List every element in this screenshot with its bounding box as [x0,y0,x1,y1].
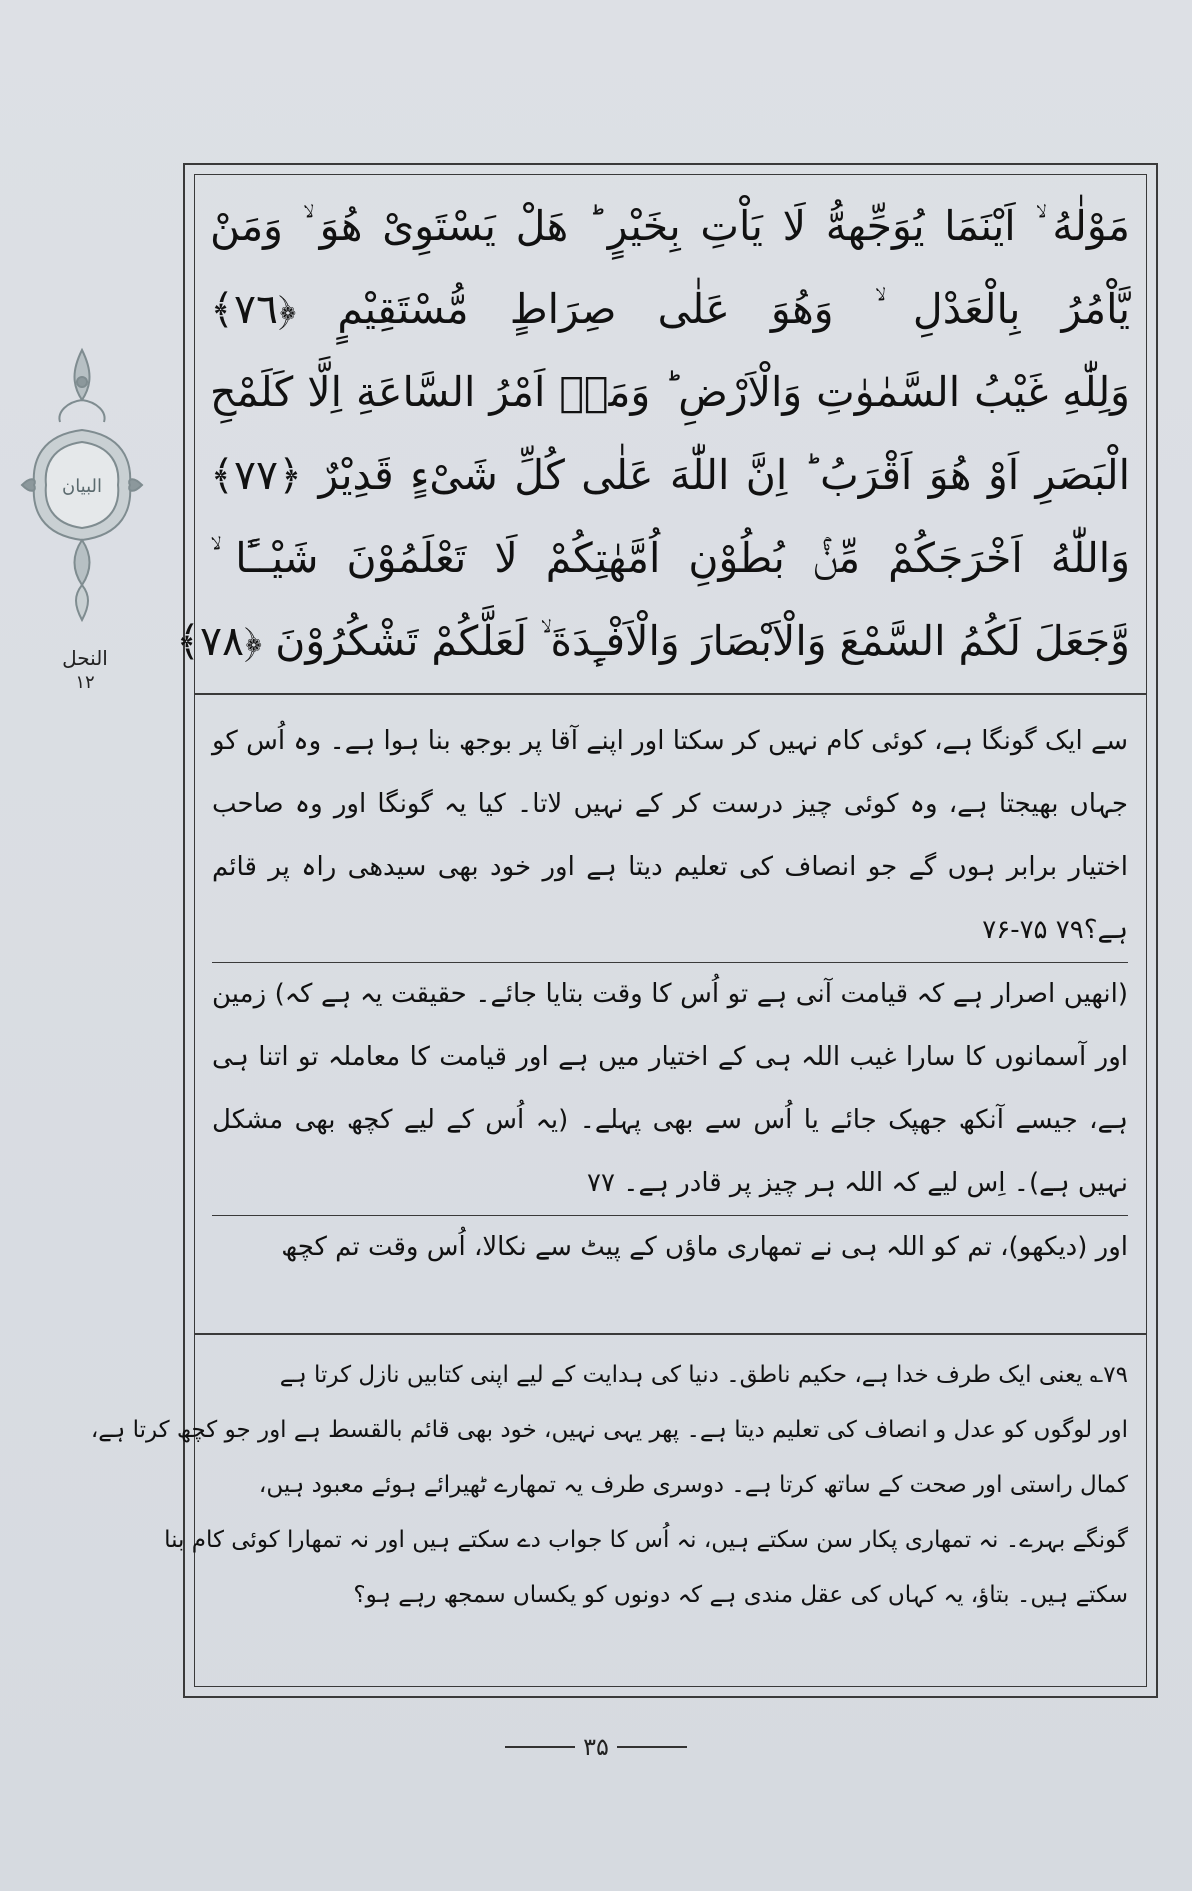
page-number [0,1732,1192,1761]
footnote-line: ۷۹؎ یعنی ایک طرف خدا ہے، حکیم ناطق۔ دنیا کی ہدایت کے لیے اپنی کتابیں نازل کرتا ہے [279,1362,1128,1388]
quran-line: وَلِلّٰهِ غَيْبُ السَّمٰوٰتِ وَالْاَرْضِ ؕ وَمَاۤ اَمْرُ السَّاعَةِ اِلَّا كَلَمْحِ [210,368,1130,416]
quran-line: وَاللّٰهُ اَخْرَجَكُمْ مِّنْۢ بُطُوْنِ اُمَّهٰتِكُمْ لَا تَعْلَمُوْنَ شَيْــًٔا ۙ [210,534,1130,582]
page-number-value: ۳۵ [583,1733,609,1761]
quran-line: وَّجَعَلَ لَكُمُ السَّمْعَ وَالْاَبْصَارَ وَالْاَفْـِٕدَةَ ۙ لَعَلَّكُمْ تَشْكُرُوْنَ ﴿٧٨﴾ [175,617,1130,665]
footnote-line: کمال راستی اور صحت کے ساتھ کرتا ہے۔ دوسری طرف یہ تمھارے ٹھیرائے ہوئے معبود ہیں، [258,1472,1128,1498]
quran-text-block [175,185,1130,685]
quran-line: يَّاْمُرُ بِالْعَدْلِ ۙ وَهُوَ عَلٰى صِرَاطٍ مُّسْتَقِيْمٍ ﴿٧٦﴾ [210,285,1130,333]
emblem-text: البیان [61,476,103,497]
translation-paragraph: اور (دیکھو)، تم کو اللہ ہی نے تمھاری ماؤں کے پیٹ سے نکالا، اُس وقت تم کچھ [212,1215,1128,1279]
translation-paragraph: سے ایک گونگا ہے، کوئی کام نہیں کر سکتا اور اپنے آقا پر بوجھ بنا ہوا ہے۔ وہ اُس کو جہاں بھیجتا ہے، وہ کوئی چیز درست کر کے نہیں لاتا۔ کیا یہ گونگا اور وہ صاحب اختیار برابر ہوں گے جو انصاف کی تعلیم دیتا ہے اور خود بھی سیدھی راہ پر قائم ہے؟۷۹ ۷۵-۷۶ [212,726,1128,945]
surah-ornament-icon [12,340,152,630]
footnote-line: اور لوگوں کو عدل و انصاف کی تعلیم دیتا ہے۔ پھر یہی نہیں، خود بھی قائم بالقسط ہے اور جو کچھ کرتا ہے، [90,1417,1128,1443]
translation-block [212,710,1128,1279]
quran-line: الْبَصَرِ اَوْ هُوَ اَقْرَبُ ؕ اِنَّ اللّٰهَ عَلٰى كُلِّ شَىْءٍ قَدِيْرٌ ﴿٧٧﴾ [210,451,1130,499]
page-number-rule-left [505,1746,575,1748]
footnote-line: گونگے بہرے۔ نہ تمھاری پکار سن سکتے ہیں، نہ اُس کا جواب دے سکتے ہیں اور نہ تمھارا کوئی کام بنا [164,1527,1128,1553]
divider-translation-footnote [195,1333,1146,1335]
quran-line: مَوْلٰهُ ۙ اَيْنَمَا يُوَجِّههُّ لَا يَاْتِ بِخَيْرٍ ؕ هَلْ يَسْتَوِىْ هُوَ ۙ وَمَنْ [210,202,1130,250]
footnote-line: سکتے ہیں۔ بتاؤ، یہ کہاں کی عقل مندی ہے کہ دونوں کو یکساں سمجھ رہے ہو؟ [353,1582,1128,1608]
translation-paragraph: (انھیں اصرار ہے کہ قیامت آنی ہے تو اُس کا وقت بتایا جائے۔ حقیقت یہ ہے کہ) زمین اور آسمانوں کا سارا غیب اللہ ہی کے اختیار میں ہے اور قیامت کا معاملہ تو اتنا ہی ہے، جیسے آنکھ جھپک جائے یا اُس سے بھی پہلے۔ (یہ اُس کے لیے کچھ بھی مشکل نہیں ہے)۔ اِس لیے کہ اللہ ہر چیز پر قادر ہے۔ ۷۷ [212,962,1128,1215]
surah-name: النحل [62,646,108,670]
page-number-rule-right [617,1746,687,1748]
divider-quran-translation [195,693,1146,695]
juz-number: ١٢ [75,672,95,693]
footnote-block [90,1348,1128,1623]
